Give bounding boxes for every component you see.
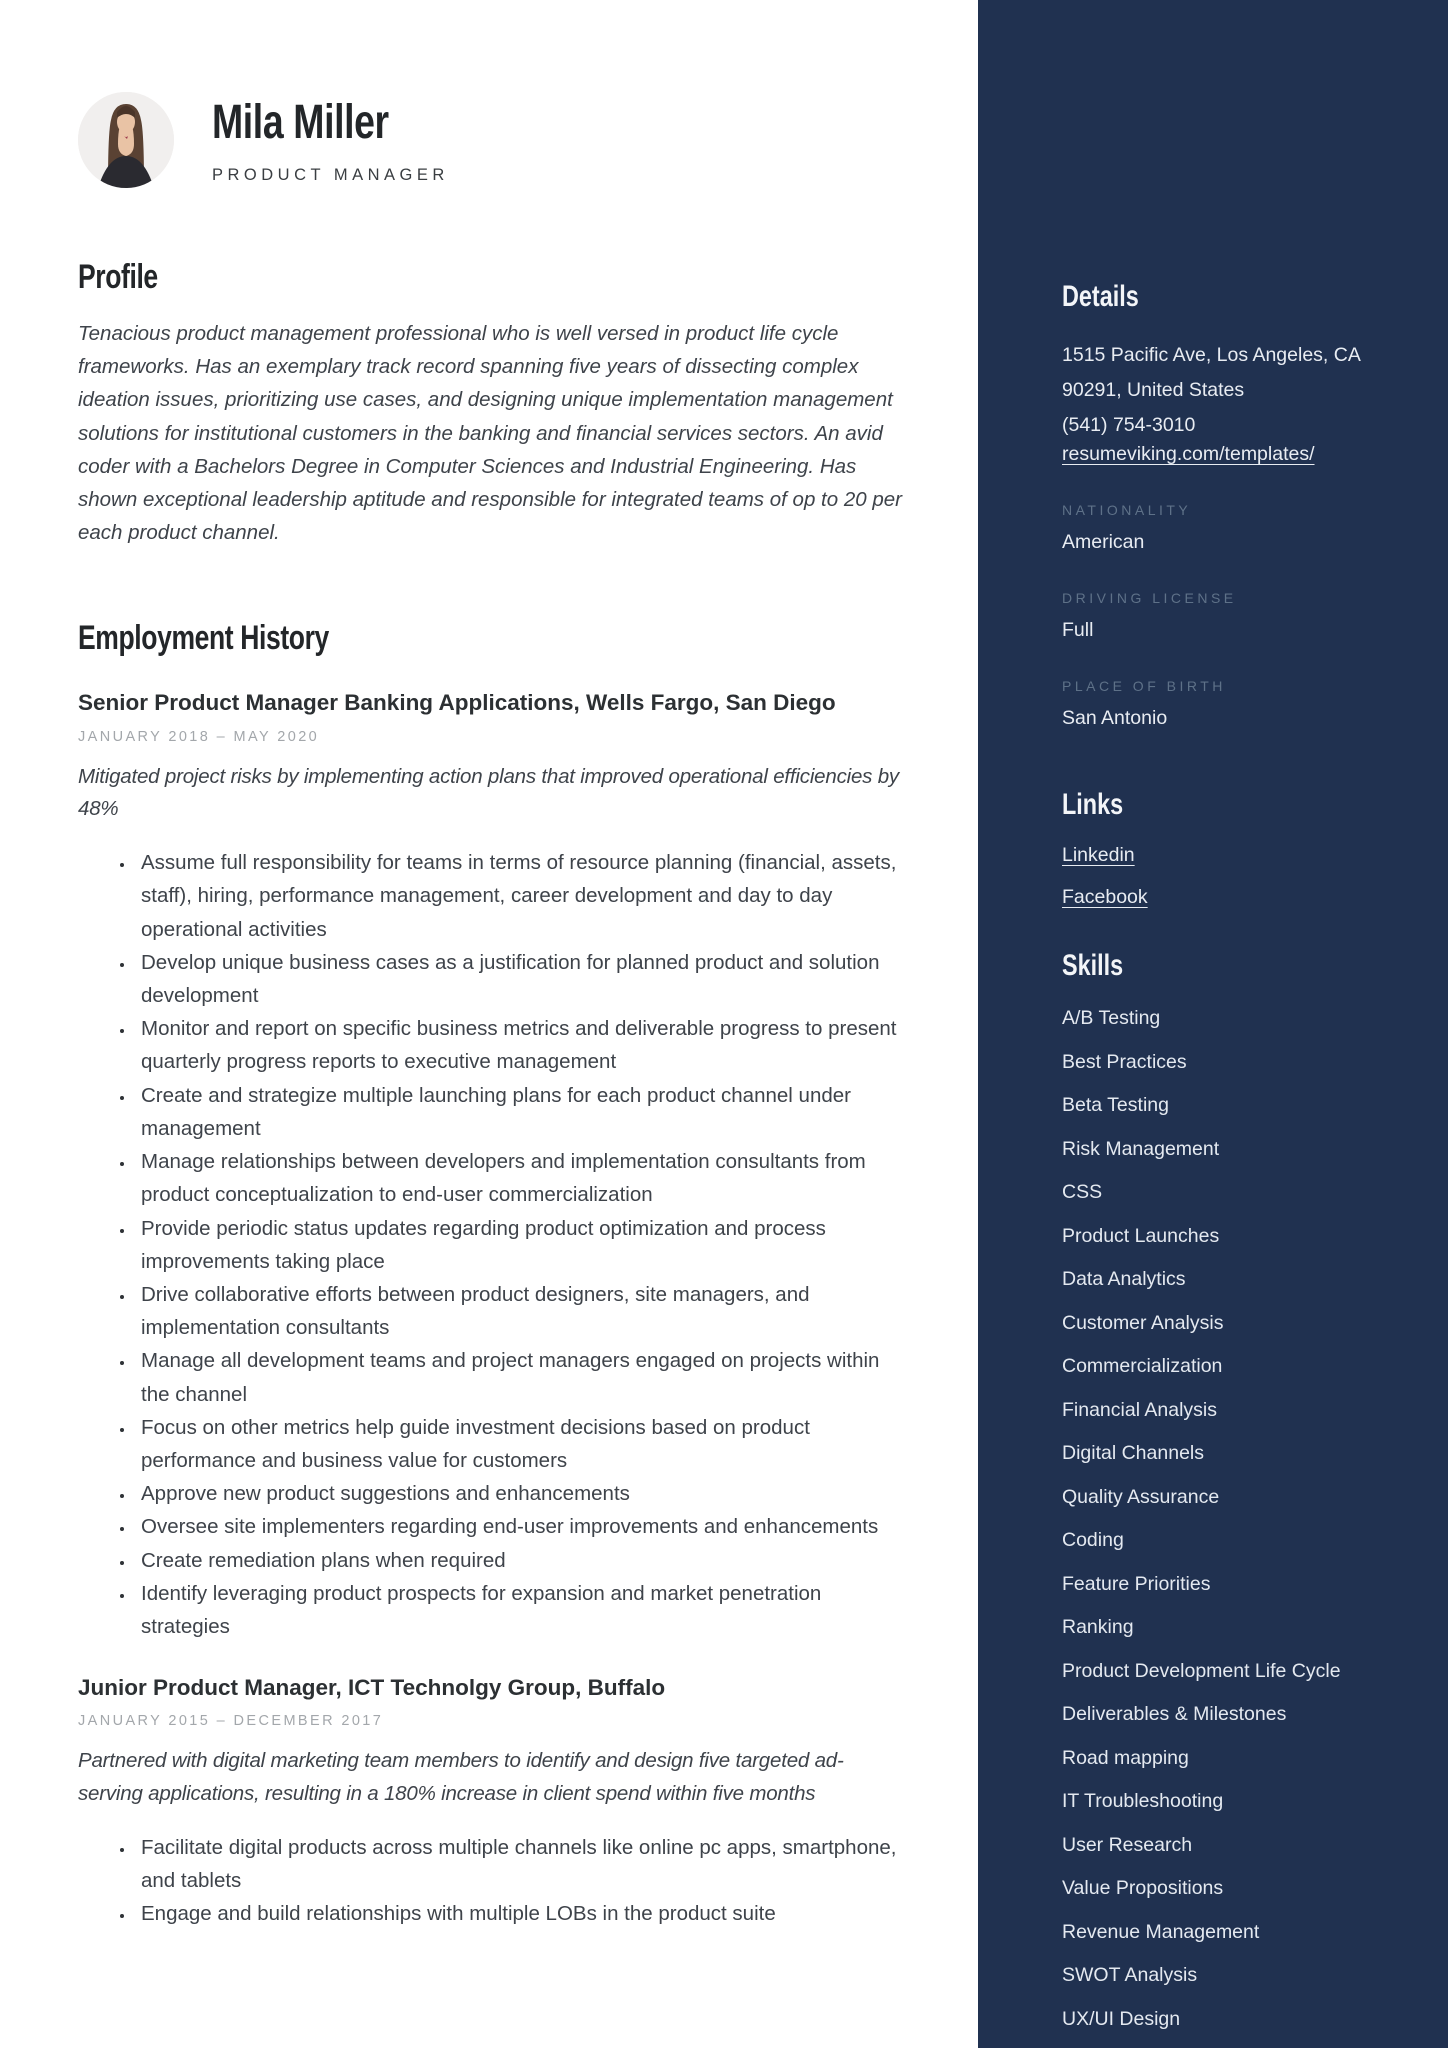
profile-section-heading: Profile xyxy=(78,258,158,296)
address-line-2: 90291, United States xyxy=(1062,379,1245,402)
resume-header xyxy=(78,92,906,188)
details-field-label: NATIONALITY xyxy=(1062,502,1192,519)
job-dates: JANUARY 2018 – MAY 2020 xyxy=(78,728,320,745)
details-field xyxy=(1062,678,1406,730)
phone-number: (541) 754-3010 xyxy=(1062,414,1196,437)
job-entry-junior-product-manager xyxy=(78,1673,906,1930)
profile-summary-text: Tenacious product management professional who is well versed in product life cycle frameworks. Has an exemplary track record spanning five years of dissecting complex ideation issues, prioritizing use cases, and designing unique implementation management solutions for institutional customers in the banking and financial services sectors. An avid coder with a Bachelors Degree in Computer Sciences and Industrial Engineering. Has shown exceptional leadership aptitude and responsible for integrated teams of op to 20 per each product channel. xyxy=(78,322,902,545)
details-field-value: San Antonio xyxy=(1062,707,1168,730)
job-duties-list xyxy=(78,1831,906,1931)
resume-sidebar xyxy=(978,0,1448,2048)
job-duty-item: • Develop unique business cases as a justification for planned product and solution development xyxy=(135,946,906,1012)
woman-portrait-illustration xyxy=(78,92,174,188)
skill-item: User Research xyxy=(1062,1833,1193,1856)
skill-item: Commercialization xyxy=(1062,1355,1223,1378)
skill-item: Digital Channels xyxy=(1062,1442,1204,1465)
address-line-1: 1515 Pacific Ave, Los Angeles, CA xyxy=(1062,344,1361,366)
skill-item: Road mapping xyxy=(1062,1746,1189,1769)
links-section-heading: Links xyxy=(1062,788,1124,822)
details-fields xyxy=(1062,502,1406,730)
skill-item: Quality Assurance xyxy=(1062,1485,1220,1508)
details-field-label: PLACE OF BIRTH xyxy=(1062,678,1226,695)
job-duty-item: • Facilitate digital products across multiple channels like online pc apps, smartphone, and tablets xyxy=(135,1831,906,1897)
skill-item: A/B Testing xyxy=(1062,1007,1161,1030)
skill-item: Product Launches xyxy=(1062,1224,1220,1247)
person-job-title: PRODUCT MANAGER xyxy=(212,166,449,184)
job-duty-item: • Manage relationships between developers and implementation consultants from product conceptualization to end-user commercialization xyxy=(135,1145,906,1211)
skill-item: Product Development Life Cycle xyxy=(1062,1659,1341,1682)
skill-item: Value Propositions xyxy=(1062,1877,1224,1900)
job-duty-item: • Engage and build relationships with multiple LOBs in the product suite xyxy=(135,1897,906,1930)
job-duty-item: • Identify leveraging product prospects for expansion and market penetration strategies xyxy=(135,1577,906,1643)
job-dates: JANUARY 2015 – DECEMBER 2017 xyxy=(78,1713,384,1730)
details-field-value: Full xyxy=(1062,619,1094,642)
skill-item: Revenue Management xyxy=(1062,1920,1260,1943)
skill-item: Data Analytics xyxy=(1062,1268,1186,1291)
job-title: Junior Product Manager, ICT Technolgy Group, Buffalo xyxy=(78,1675,666,1701)
job-intro: Mitigated project risks by implementing action plans that improved operational efficiencies by 48% xyxy=(78,764,899,821)
person-name: Mila Miller xyxy=(212,96,389,149)
job-duty-item: • Approve new product suggestions and enhancements xyxy=(135,1477,906,1510)
job-duty-item: • Create remediation plans when required xyxy=(135,1544,906,1577)
skills-section-heading: Skills xyxy=(1062,949,1124,983)
header-text xyxy=(212,95,449,185)
skill-item: Financial Analysis xyxy=(1062,1398,1217,1421)
job-duty-item: • Focus on other metrics help guide investment decisions based on product performance and business value for customers xyxy=(135,1411,906,1477)
skill-item: UX/UI Design xyxy=(1062,2007,1181,2030)
job-intro: Partnered with digital marketing team members to identify and design five targeted ad-serving applications, resulting in a 180% increase in client spend within five months xyxy=(78,1749,844,1806)
skill-item: Customer Analysis xyxy=(1062,1311,1224,1334)
link-item xyxy=(1062,886,1406,909)
skill-item: Best Practices xyxy=(1062,1050,1187,1073)
job-duty-item: • Monitor and report on specific business metrics and deliverable progress to present quarterly progress reports to executive management xyxy=(135,1012,906,1078)
details-field-value: American xyxy=(1062,531,1145,554)
skill-item: IT Troubleshooting xyxy=(1062,1790,1224,1813)
job-duty-item: • Drive collaborative efforts between product designers, site managers, and implementation consultants xyxy=(135,1278,906,1344)
job-title: Senior Product Manager Banking Applications, Wells Fargo, San Diego xyxy=(78,690,836,716)
job-duty-item: • Provide periodic status updates regarding product optimization and process improvements taking place xyxy=(135,1212,906,1278)
job-duty-item: • Create and strategize multiple launching plans for each product channel under management xyxy=(135,1079,906,1145)
social-link[interactable]: Linkedin xyxy=(1062,844,1135,867)
job-duty-item: • Oversee site implementers regarding end-user improvements and enhancements xyxy=(135,1510,906,1543)
skill-item: Ranking xyxy=(1062,1616,1134,1639)
details-field xyxy=(1062,502,1406,554)
skill-item: CSS xyxy=(1062,1181,1103,1204)
job-entry-senior-product-manager xyxy=(78,688,906,1643)
skill-item: Deliverables & Milestones xyxy=(1062,1703,1287,1726)
skill-item: Feature Priorities xyxy=(1062,1572,1211,1595)
job-duty-item: • Assume full responsibility for teams in terms of resource planning (financial, assets, staff), hiring, performance management, career development and day to day operational activities xyxy=(135,846,906,946)
skill-item: Coding xyxy=(1062,1529,1124,1552)
skill-item: SWOT Analysis xyxy=(1062,1964,1198,1987)
website-link[interactable]: resumeviking.com/templates/ xyxy=(1062,443,1315,466)
details-field xyxy=(1062,590,1406,642)
details-field-label: DRIVING LICENSE xyxy=(1062,590,1237,607)
link-item xyxy=(1062,844,1406,867)
job-duties-list xyxy=(78,846,906,1643)
social-link[interactable]: Facebook xyxy=(1062,886,1148,909)
skills-list xyxy=(1062,1007,1406,2031)
employment-section-heading: Employment History xyxy=(78,619,329,658)
details-section-heading: Details xyxy=(1062,280,1139,313)
contact-details xyxy=(1062,338,1406,466)
job-duty-item: • Manage all development teams and project managers engaged on projects within the channel xyxy=(135,1344,906,1410)
links-list xyxy=(1062,844,1406,909)
skill-item: Risk Management xyxy=(1062,1137,1220,1160)
skill-item: Beta Testing xyxy=(1062,1094,1169,1117)
profile-photo xyxy=(78,92,174,188)
